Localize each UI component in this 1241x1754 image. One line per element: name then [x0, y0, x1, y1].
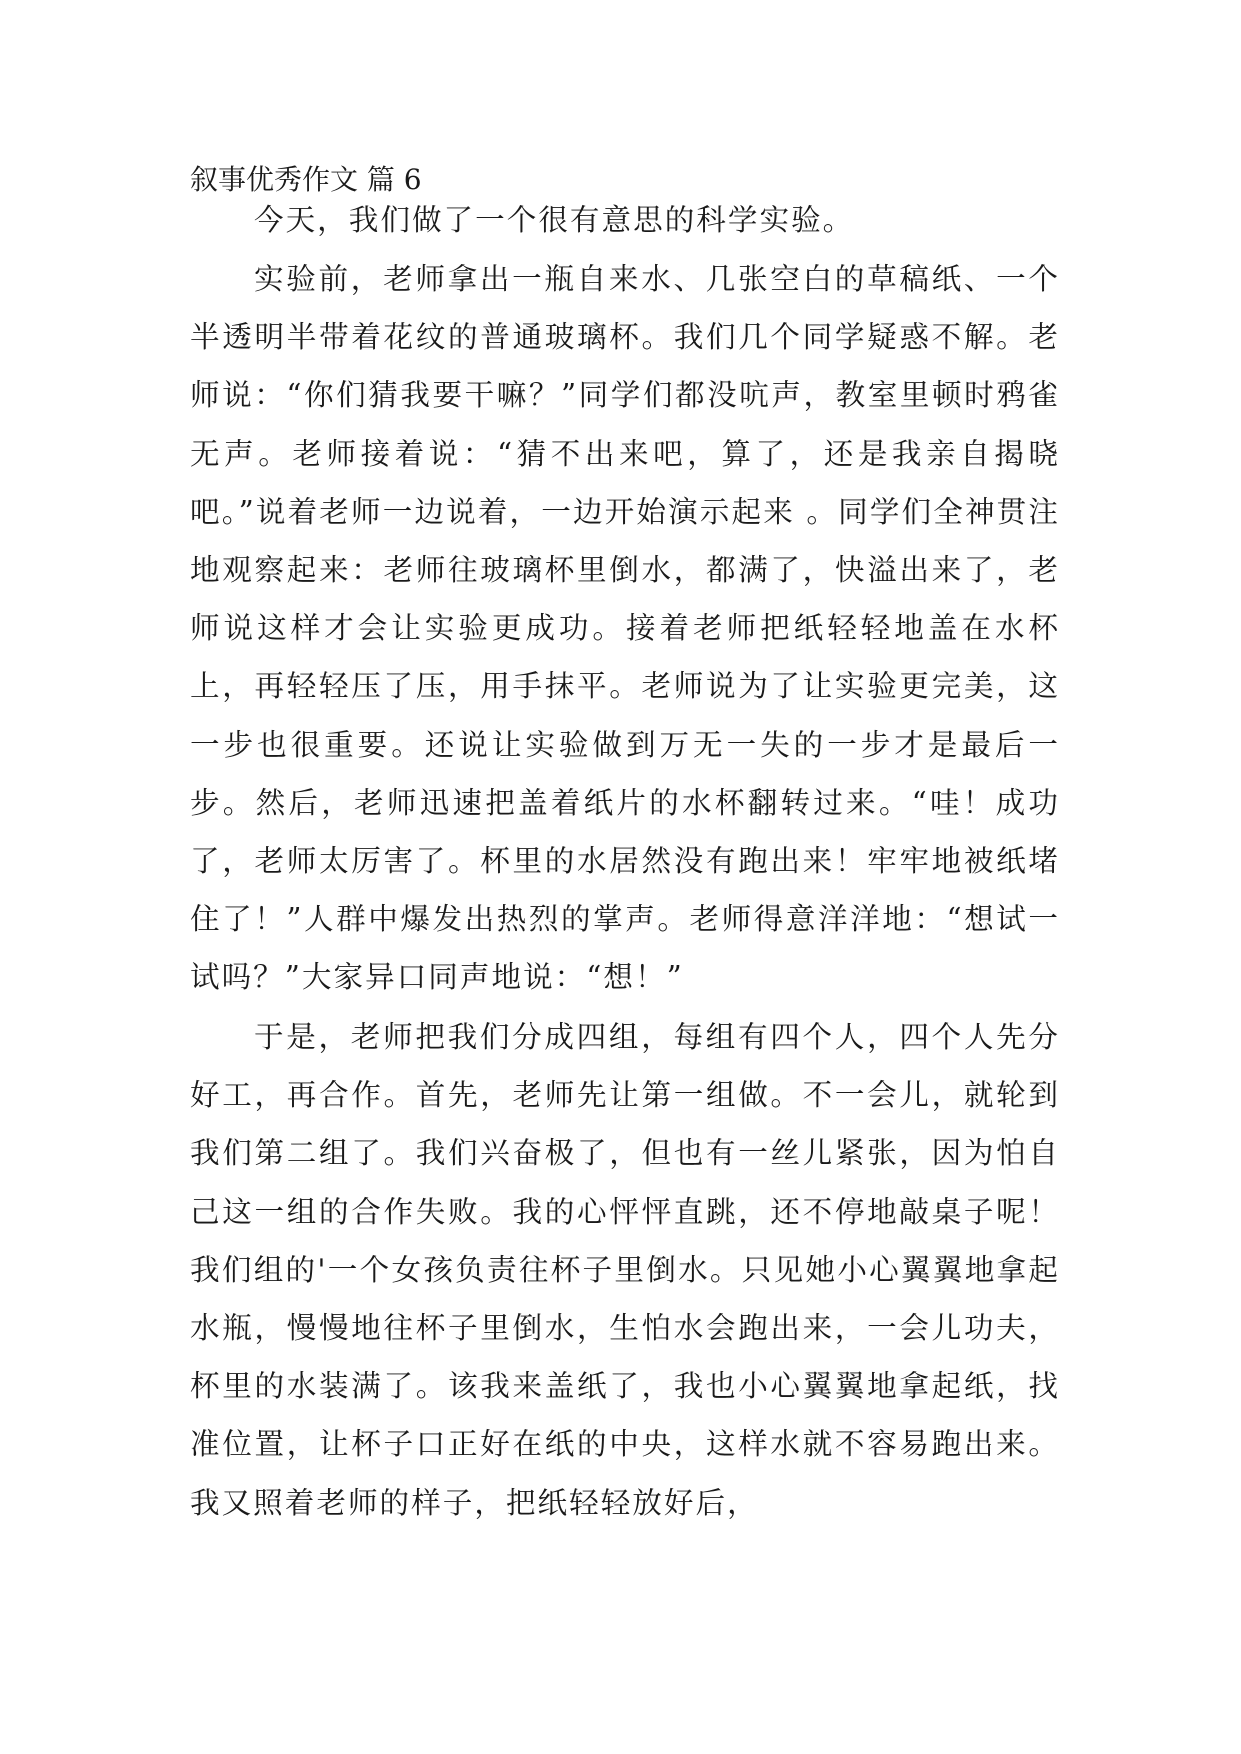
paragraph-group-experiment: 于是，老师把我们分成四组，每组有四个人，四个人先分好工，再合作。首先，老师先让第一组做。不一会儿，就轮到我们第二组了。我们兴奋极了，但也有一丝儿紧张，因为怕自己这一组的合作失败。我的心怦怦直跳，还不停地敲桌子呢！我们组的'一个女孩负责往杯子里倒水。只见她小心翼翼地拿起水瓶，慢慢地往杯子里倒水，生怕水会跑出来，一会儿功夫，杯里的水装满了。该我来盖纸了，我也小心翼翼地拿起纸，找准位置，让杯子口正好在纸的中央，这样水就不容易跑出来。我又照着老师的样子，把纸轻轻放好后，: [190, 1020, 1060, 1520]
essay-title: 叙事优秀作文 篇 6: [190, 163, 422, 196]
paragraph-demonstration: 实验前，老师拿出一瓶自来水、几张空白的草稿纸、一个半透明半带着花纹的普通玻璃杯。我们几个同学疑惑不解。老师说：“你们猜我要干嘛？”同学们都没吭声，教室里顿时鸦雀无声。老师接着说：“猜不出来吧，算了，还是我亲自揭晓吧。”说着老师一边说着，一边开始演示起来 。同学们全神贯注地观察起来：老师往玻璃杯里倒水，都满了，快溢出来了，老师说这样才会让实验更成功。接着老师把纸轻轻地盖在水杯上，再轻轻压了压，用手抹平。老师说为了让实验更完美，这一步也很重要。还说让实验做到万无一失的一步才是最后一步。然后，老师迅速把盖着纸片的水杯翻转过来。“哇！成功了，老师太厉害了。杯里的水居然没有跑出来！牢牢地被纸堵住了！”人群中爆发出热烈的掌声。老师得意洋洋地：“想试一试吗？”大家异口同声地说：“想！”: [190, 262, 1060, 995]
paragraph-intro: 今天，我们做了一个很有意思的科学实验。: [254, 203, 855, 237]
